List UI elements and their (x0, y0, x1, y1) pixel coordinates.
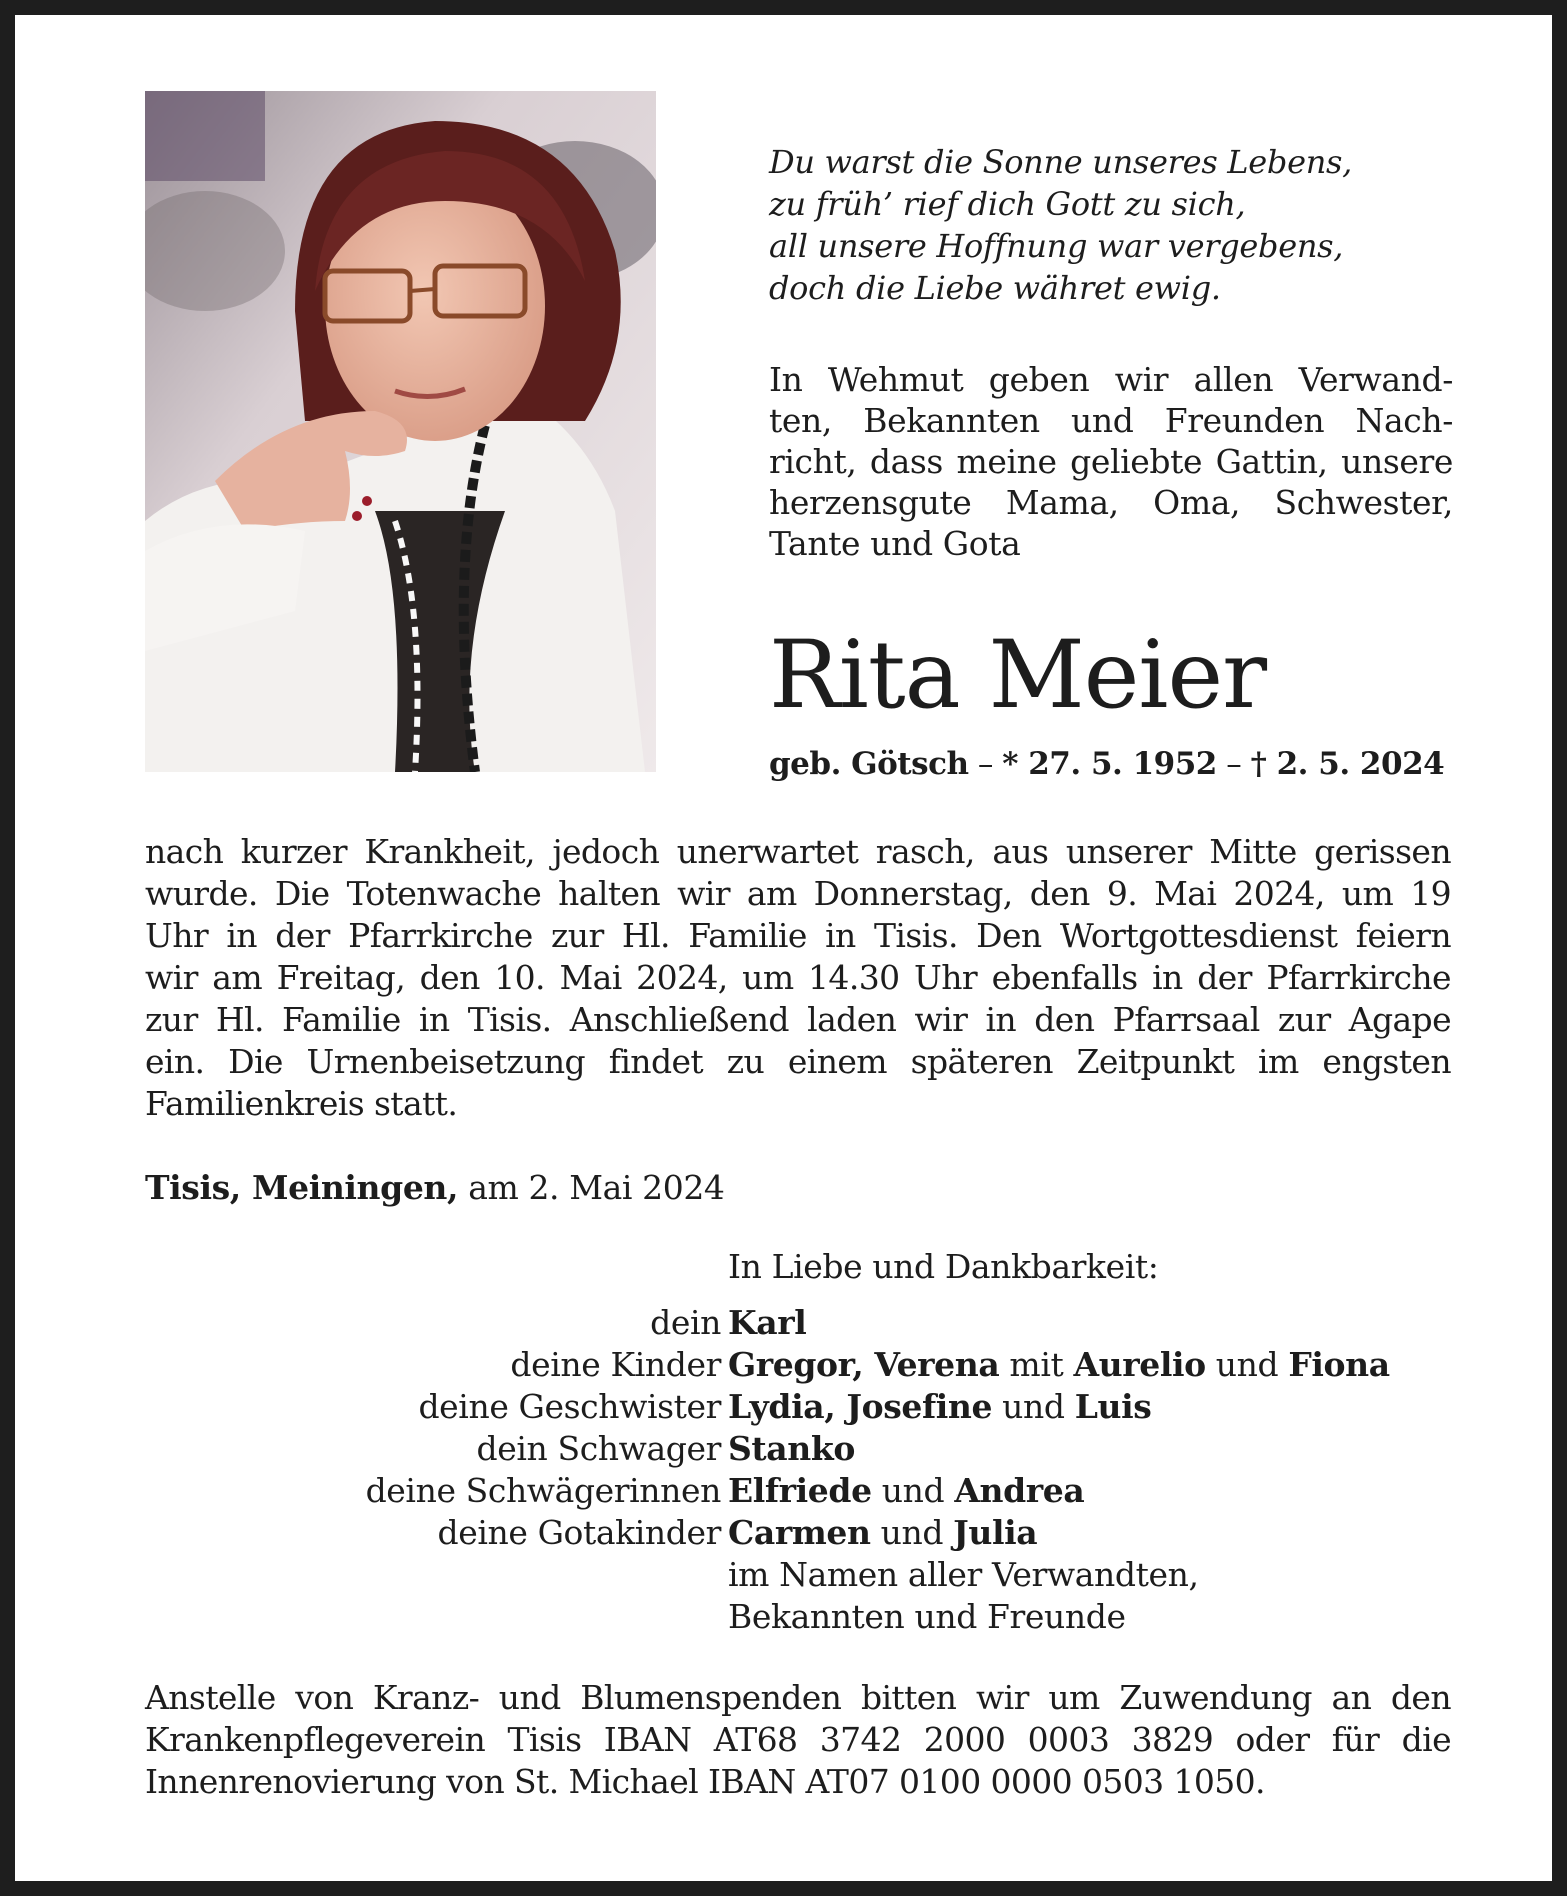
mourner-name: Karl (728, 1303, 807, 1342)
connector-text: und (992, 1387, 1075, 1426)
mourner-name: Lydia, Josefine (728, 1387, 993, 1426)
mourner-row (145, 1344, 1465, 1386)
poem-line: Du warst die Sonne unseres Lebens, (769, 143, 1353, 181)
announcement-intro (769, 359, 1453, 564)
intro-line: In Wehmut geben wir allen Verwand- (769, 360, 1453, 399)
connector-text: und (1205, 1345, 1289, 1384)
mourner-relation: dein (650, 1303, 721, 1342)
connector-text: und (871, 1471, 955, 1510)
poem-line: zu früh’ rief dich Gott zu sich, (769, 185, 1246, 223)
intro-line: richt, dass meine geliebte Gattin, unsere (769, 442, 1453, 481)
maiden-name: geb. Götsch (769, 746, 969, 782)
poem-line: all unsere Hoffnung war vergebens, (769, 227, 1344, 265)
mourner-names (728, 1302, 806, 1344)
mourner-name: Andrea (954, 1471, 1085, 1510)
mourner-row (145, 1386, 1465, 1428)
separator: – (968, 746, 1003, 782)
body-line: nach kurzer Krankheit, jedoch unerwartet rasch, aus unserer Mitte gerissen (145, 832, 1451, 871)
separator: – (1216, 746, 1251, 782)
closing-line: im Namen aller Verwandten, (728, 1555, 1199, 1594)
thanks-heading: In Liebe und Dankbarkeit: (728, 1247, 1159, 1286)
deceased-name: Rita Meier (769, 621, 1267, 730)
intro-line: ten, Bekannten und Freunden Nach- (769, 401, 1453, 440)
body-line: wir am Freitag, den 10. Mai 2024, um 14.30 Uhr ebenfalls in der Pfarrkirche (145, 958, 1451, 997)
body-line: ein. Die Urnenbeisetzung findet zu einem späteren Zeitpunkt im engsten (145, 1042, 1451, 1081)
mourner-names (728, 1344, 1390, 1386)
birth-date: * 27. 5. 1952 (1002, 746, 1217, 782)
donation-line: Innenrenovierung von St. Michael IBAN AT07 0100 0000 0503 1050. (145, 1762, 1265, 1801)
body-line: wurde. Die Totenwache halten wir am Donnerstag, den 9. Mai 2024, um 19 (145, 874, 1451, 913)
mourner-names (728, 1386, 1151, 1428)
intro-line: Tante und Gota (769, 524, 1021, 563)
mourner-relation: deine Kinder (510, 1345, 721, 1384)
place-and-date (145, 1166, 725, 1210)
notice-date: am 2. Mai 2024 (458, 1168, 725, 1207)
mourner-row (145, 1512, 1465, 1554)
mourner-name: Gregor, Verena (728, 1345, 1000, 1384)
mourner-name: Luis (1074, 1387, 1152, 1426)
mourner-name: Aurelio (1073, 1345, 1206, 1384)
mourner-name: Fiona (1288, 1345, 1390, 1384)
donation-line: Anstelle von Kranz- und Blumenspenden bitten wir um Zuwendung an den (145, 1678, 1451, 1717)
mourner-name: Julia (953, 1513, 1038, 1552)
mourner-relation: deine Gotakinder (437, 1513, 721, 1552)
connector-text: und (870, 1513, 954, 1552)
mourner-name: Carmen (728, 1513, 871, 1552)
place-name: Tisis, Meiningen, (145, 1168, 459, 1207)
body-text (145, 831, 1451, 1125)
portrait-photo (145, 91, 656, 772)
mourner-names (728, 1470, 1084, 1512)
body-line: Familienkreis statt. (145, 1084, 458, 1123)
body-line: zur Hl. Familie in Tisis. Anschließend laden wir in den Pfarrsaal zur Agape (145, 1000, 1451, 1039)
mourner-names (728, 1428, 855, 1470)
donation-request (145, 1677, 1451, 1803)
birth-death-line (769, 742, 1444, 786)
mourner-names (728, 1512, 1037, 1554)
closing-line: Bekannten und Freunde (728, 1597, 1126, 1636)
closing-lines (728, 1554, 1199, 1638)
mourner-name: Elfriede (728, 1471, 872, 1510)
mourner-row (145, 1302, 1465, 1344)
intro-line: herzensgute Mama, Oma, Schwester, (769, 483, 1453, 522)
donation-line: Krankenpflegeverein Tisis IBAN AT68 3742 2000 0003 3829 oder für die (145, 1720, 1451, 1759)
mourner-row (145, 1470, 1465, 1512)
body-line: Uhr in der Pfarrkirche zur Hl. Familie in Tisis. Den Wortgottesdienst feiern (145, 916, 1451, 955)
mourner-row (145, 1428, 1465, 1470)
mourner-relation: deine Schwägerinnen (365, 1471, 721, 1510)
memorial-poem (769, 141, 1352, 309)
mourner-name: Stanko (728, 1429, 855, 1468)
mourner-relation: deine Geschwister (418, 1387, 721, 1426)
death-date: † 2. 5. 2024 (1250, 746, 1445, 782)
connector-text: mit (999, 1345, 1074, 1384)
poem-line: doch die Liebe währet ewig. (769, 269, 1221, 307)
mourners-list (145, 1302, 1465, 1554)
mourner-relation: dein Schwager (476, 1429, 721, 1468)
